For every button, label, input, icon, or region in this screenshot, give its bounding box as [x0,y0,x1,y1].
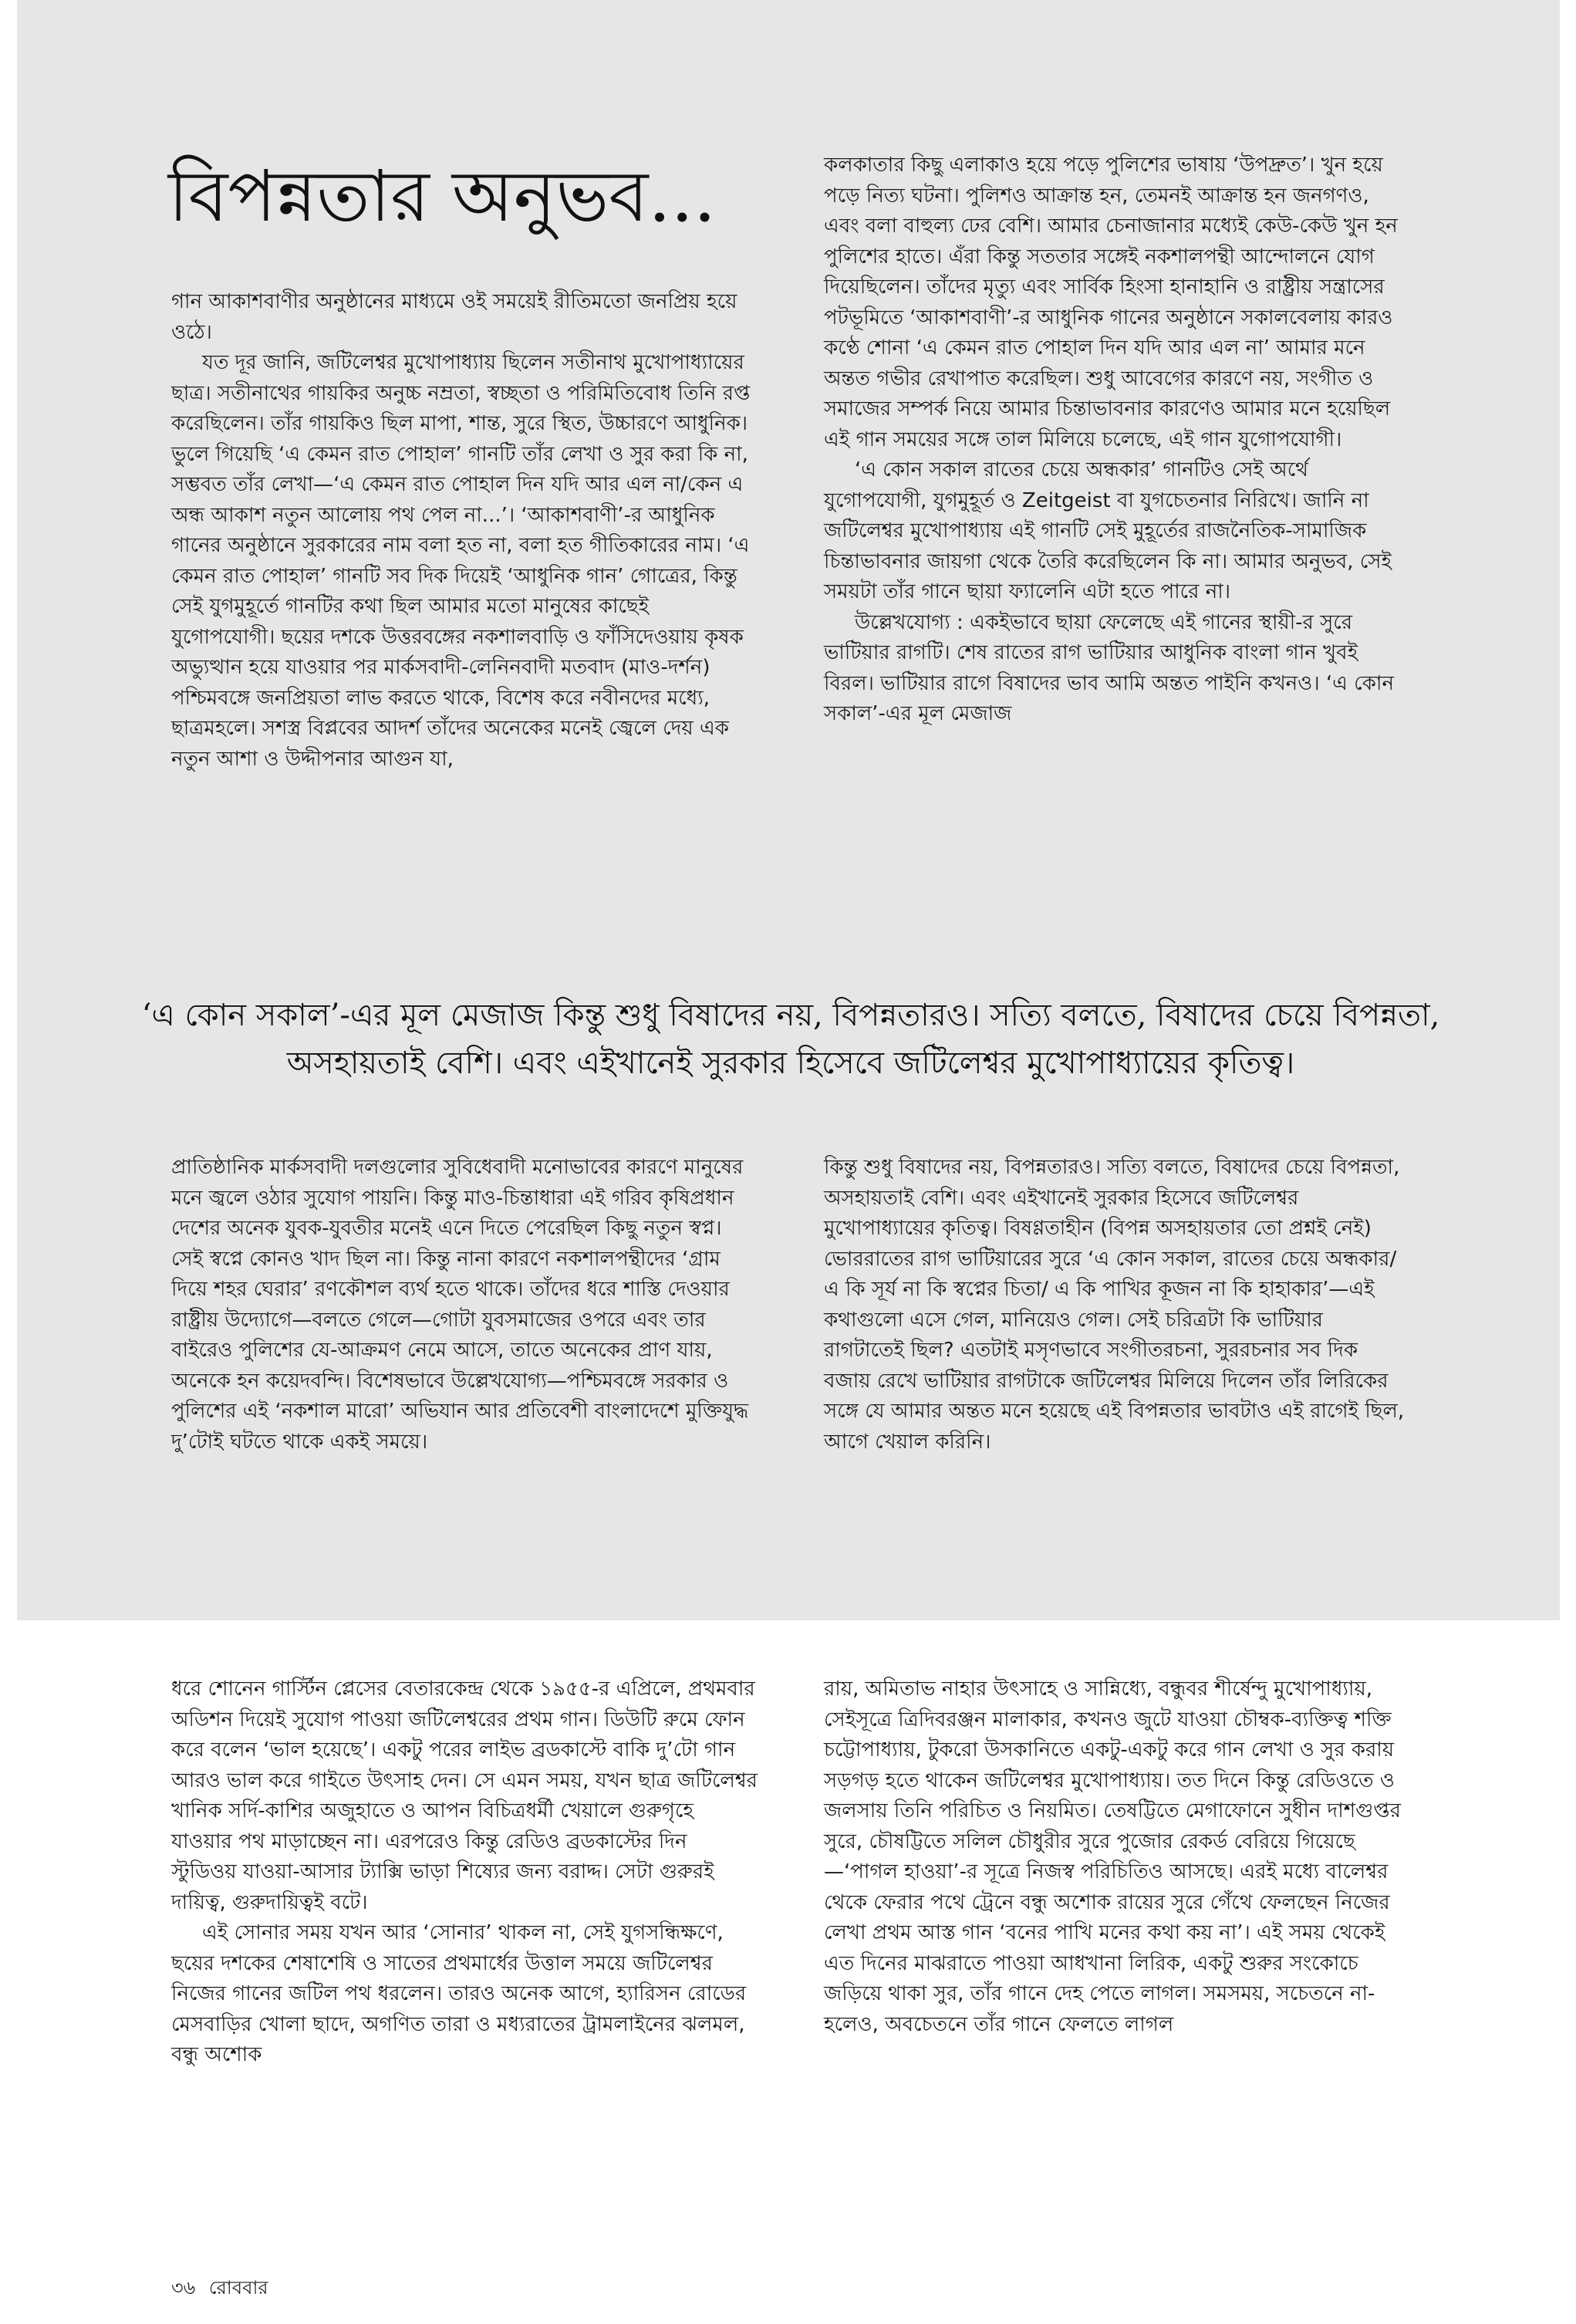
paragraph: এই সোনার সময় যখন আর ‘সোনার’ থাকল না, সেই যুগসন্ধিক্ষণে, ছয়ের দশকের শেষাশেষি ও সাতের প্রথমার্ধের উত্তাল সময়ে জটিলেশ্বর নিজের গানের জটিল পথ ধরলেন। তারও অনেক আগে, হ্যারিসন রোডের মেসবাড়ির খোলা ছাদে, অগণিত তারা ও মধ্যরাতের ট্রামলাইনের ঝলমল, বন্ধু অশোক [171,1921,747,2066]
page-footer [171,2276,268,2299]
magazine-name: রোববার [208,2277,268,2299]
page-number: ৩৬ [171,2277,196,2299]
paragraph: ‘এ কোন সকাল রাতের চেয়ে অন্ধকার’ গানটিও সেই অর্থে যুগোপযোগী, যুগমুহূর্ত ও Zeitgeist বা যুগচেতনার নিরিখে। জানি না জটিলেশ্বর মুখোপাধ্যায় এই গানটি সেই মুহূর্তের রাজনৈতিক-সামাজিক চিন্তাভাবনার জায়গা থেকে তৈরি করেছিলেন কি না। আমার অনুভব, সেই সময়টা তাঁর গানে ছায়া ফ্যালেনি এটা হতে পারে না। [824,458,1392,603]
paragraph: কিন্তু শুধু বিষাদের নয়, বিপন্নতারও। সত্যি বলতে, বিষাদের চেয়ে বিপন্নতা, অসহায়তাই বেশি। এবং এইখানেই সুরকার হিসেবে জটিলেশ্বর মুখোপাধ্যায়ের কৃতিত্ব। বিষণ্ণতাহীন (বিপন্ন অসহায়তার তো প্রশ্নই নেই) ভোররাতের রাগ ভাটিয়ারের সুরে ‘এ কোন সকাল, রাতের চেয়ে অন্ধকার/ এ কি সূর্য না কি স্বপ্নের চিতা/ এ কি পাখির কূজন না কি হাহাকার’—এই কথাগুলো এসে গেল, মানিয়েও গেল। সেই চরিত্রটা কি ভাটিয়ার রাগটাতেই ছিল? এতটাই মসৃণভাবে সংগীতরচনা, সুররচনার সব দিক বজায় রেখে ভাটিয়ার রাগটাকে জটিলেশ্বর মিলিয়ে দিলেন তাঁর লিরিকের সঙ্গে যে আমার অন্তত মনে হয়েছে এই বিপন্নতার ভাবটাও এই রাগেই ছিল, আগে খেয়াল করিনি। [824,1156,1405,1454]
column-bottom-right [824,1674,1406,2040]
column-top-right [824,150,1406,730]
paragraph: রায়, অমিতাভ নাহার উৎসাহে ও সান্নিধ্যে, বন্ধুবর শীর্ষেন্দু মুখোপাধ্যায়, সেইসূত্রে ত্রিদিবরঞ্জন মালাকার, কখনও জুটে যাওয়া চৌম্বক-ব্যক্তিত্ব শক্তি চট্টোপাধ্যায়, টুকরো উসকানিতে একটু-একটু করে গান লেখা ও সুর করায় সড়গড় হতে থাকেন জটিলেশ্বর মুখোপাধ্যায়। তত দিনে কিন্তু রেডিওতে ও জলসায় তিনি পরিচিত ও নিয়মিত। তেষট্টিতে মেগাফোনে সুধীন দাশগুপ্তর সুরে, চৌষট্টিতে সলিল চৌধুরীর সুরে পুজোর রেকর্ড বেরিয়ে গিয়েছে—‘পাগল হাওয়া’-র সূত্রে নিজস্ব পরিচিতিও আসছে। এরই মধ্যে বালেশ্বর থেকে ফেরার পথে ট্রেনে বন্ধু অশোক রায়ের সুরে গেঁথে ফেলছেন নিজের লেখা প্রথম আস্ত গান ‘বনের পাখি মনের কথা কয় না’। এই সময় থেকেই এত দিনের মাঝরাতে পাওয়া আধখানা লিরিক, একটু শুরুর সংকোচে জড়িয়ে থাকা সুর, তাঁর গানে দেহ পেতে লাগল। সমসময়, সচেতনে না-হলেও, অবচেতনে তাঁর গানে ফেলতে লাগল [824,1677,1401,2036]
paragraph: প্রাতিষ্ঠানিক মার্কসবাদী দলগুলোর সুবিধেবাদী মনোভাবের কারণে মানুষের মনে জ্বলে ওঠার সুযোগ পায়নি। কিন্তু মাও-চিন্তাধারা এই গরিব কৃষিপ্রধান দেশের অনেক যুবক-যুবতীর মনেই এনে দিতে পেরেছিল কিছু নতুন স্বপ্ন। সেই স্বপ্নে কোনও খাদ ছিল না। কিন্তু নানা কারণে নকশালপন্থীদের ‘গ্রাম দিয়ে শহর ঘেরার’ রণকৌশল ব্যর্থ হতে থাকে। তাঁদের ধরে শাস্তি দেওয়ার রাষ্ট্রীয় উদ্যোগে—বলতে গেলে—গোটা যুবসমাজের ওপরে এবং তার বাইরেও পুলিশের যে-আক্রমণ নেমে আসে, তাতে অনেকের প্রাণ যায়, অনেকে হন কয়েদবন্দি। বিশেষভাবে উল্লেখযোগ্য—পশ্চিমবঙ্গে সরকার ও পুলিশের এই ‘নকশাল মারো’ অভিযান আর প্রতিবেশী বাংলাদেশে মুক্তিযুদ্ধ দু’টোই ঘটতে থাকে একই সময়ে। [171,1156,749,1454]
paragraph: ধরে শোনেন গার্স্টিন প্লেসের বেতারকেন্দ্র থেকে ১৯৫৫-র এপ্রিলে, প্রথমবার অডিশন দিয়েই সুযোগ পাওয়া জটিলেশ্বরের প্রথম গান। ডিউটি রুমে ফোন করে বলেন ‘ভাল হয়েছে’। একটু পরের লাইভ ব্রডকাস্টে বাকি দু’টো গান আরও ভাল করে গাইতে উৎসাহ দেন। সে এমন সময়, যখন ছাত্র জটিলেশ্বর খানিক সর্দি-কাশির অজুহাতে ও আপন বিচিত্রধর্মী খেয়ালে গুরুগৃহে যাওয়ার পথ মাড়াচ্ছেন না। এরপরেও কিন্তু রেডিও ব্রডকাস্টের দিন স্টুডিওয় যাওয়া-আসার ট্যাক্সি ভাড়া শিষ্যের জন্য বরাদ্দ। সেটা গুরুরই দায়িত্ব, গুরুদায়িত্বই বটে। [171,1677,758,1914]
column-bottom-left [171,1674,758,2071]
column-top-left [171,287,758,775]
column-middle-left [171,1153,758,1458]
article-title: বিপন্নতার অনুভব... [168,155,717,238]
paragraph: গান আকাশবাণীর অনুষ্ঠানের মাধ্যমে ওই সময়েই রীতিমতো জনপ্রিয় হয়ে ওঠে। [171,290,737,344]
pull-quote: ‘এ কোন সকাল’-এর মূল মেজাজ কিন্তু শুধু বিষাদের নয়, বিপন্নতারও। সত্যি বলতে, বিষাদের চেয়ে বিপন্নতা, অসহায়তাই বেশি। এবং এইখানেই সুরকার হিসেবে জটিলেশ্বর মুখোপাধ্যায়ের কৃতিত্ব। [141,998,1440,1081]
paragraph: যত দূর জানি, জটিলেশ্বর মুখোপাধ্যায় ছিলেন সতীনাথ মুখোপাধ্যায়ের ছাত্র। সতীনাথের গায়কির অনুচ্চ নম্রতা, স্বচ্ছতা ও পরিমিতিবোধ তিনি রপ্ত করেছিলেন। তাঁর গায়কিও ছিল মাপা, শান্ত, সুরে স্থিত, উচ্চারণে আধুনিক। ভুলে গিয়েছি ‘এ কেমন রাত পোহাল’ গানটি তাঁর লেখা ও সুর করা কি না, সম্ভবত তাঁর লেখা—‘এ কেমন রাত পোহাল দিন যদি আর এল না/কেন এ অন্ধ আকাশ নতুন আলোয় পথ পেল না...’। ‘আকাশবাণী’-র আধুনিক গানের অনুষ্ঠানে সুরকারের নাম বলা হত না, বলা হত গীতিকারের নাম। ‘এ কেমন রাত পোহাল’ গানটি সব দিক দিয়েই ‘আধুনিক গান’ গোত্রের, কিন্তু সেই যুগমুহূর্তে গানটির কথা ছিল আমার মতো মানুষের কাছেই যুগোপযোগী। ছয়ের দশকে উত্তরবঙ্গের নকশালবাড়ি ও ফাঁসিদেওয়ায় কৃষক অভ্যুত্থান হয়ে যাওয়ার পর মার্কসবাদী-লেনিনবাদী মতবাদ (মাও-দর্শন) পশ্চিমবঙ্গে জনপ্রিয়তা লাভ করতে থাকে, বিশেষ করে নবীনদের মধ্যে, ছাত্রমহলে। সশস্ত্র বিপ্লবের আদর্শ তাঁদের অনেকের মনেই জ্বেলে দেয় এক নতুন আশা ও উদ্দীপনার আগুন যা, [171,351,751,771]
column-middle-right [824,1153,1406,1458]
paragraph: কলকাতার কিছু এলাকাও হয়ে পড়ে পুলিশের ভাষায় ‘উপদ্রুত’। খুন হয়ে পড়ে নিত্য ঘটনা। পুলিশও আক্রান্ত হন, তেমনই আক্রান্ত হন জনগণও, এবং বলা বাহুল্য ঢের বেশি। আমার চেনাজানার মধ্যেই কেউ-কেউ খুন হন পুলিশের হাতে। এঁরা কিন্তু সততার সঙ্গেই নকশালপন্থী আন্দোলনে যোগ দিয়েছিলেন। তাঁদের মৃত্যু এবং সার্বিক হিংসা হানাহানি ও রাষ্ট্রীয় সন্ত্রাসের পটভূমিতে ‘আকাশবাণী’-র আধুনিক গানের অনুষ্ঠানে সকালবেলায় কারও কণ্ঠে শোনা ‘এ কেমন রাত পোহাল দিন যদি আর এল না’ আমার মনে অন্তত গভীর রেখাপাত করেছিল। শুধু আবেগের কারণে নয়, সংগীত ও সমাজের সম্পর্ক নিয়ে আমার চিন্তাভাবনার কারণেও আমার মনে হয়েছিল এই গান সময়ের সঙ্গে তাল মিলিয়ে চলেছে, এই গান যুগোপযোগী। [824,154,1398,451]
paragraph: উল্লেখযোগ্য : একইভাবে ছায়া ফেলেছে এই গানের স্থায়ী-র সুরে ভাটিয়ার রাগটি। শেষ রাতের রাগ ভাটিয়ার আধুনিক বাংলা গান খুবই বিরল। ভাটিয়ার রাগে বিষাদের ভাব আমি অন্তত পাইনি কখনও। ‘এ কোন সকাল’-এর মূল মেজাজ [824,610,1394,725]
